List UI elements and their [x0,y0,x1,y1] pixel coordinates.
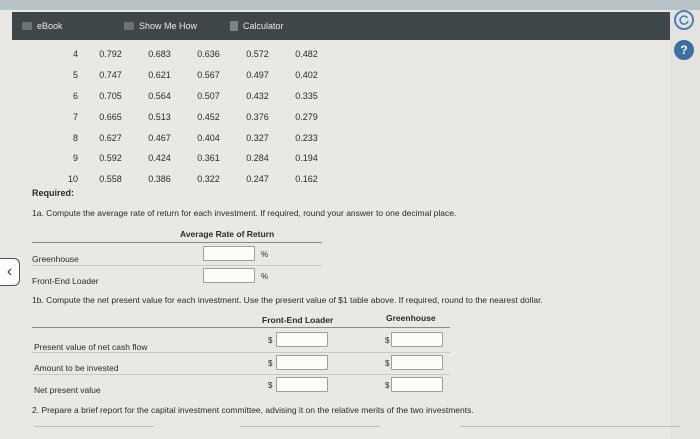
top-strip [0,0,700,10]
calculator-icon [230,21,238,31]
pv-factor-cell: 0.482 [295,49,318,60]
required-label: Required: [32,188,75,198]
period-cell: 6 [72,90,78,101]
loader-npv-input[interactable] [276,377,328,392]
percent-unit: % [261,250,269,259]
period-cell: 5 [72,70,78,81]
pv-factor-cell: 0.404 [197,132,220,143]
npv-row-label: Amount to be invested [34,363,119,373]
pv-factor-cell: 0.558 [99,174,122,185]
calculator-label: Calculator [243,21,284,31]
row-divider [32,352,450,353]
period-cell: 9 [72,153,78,164]
pv-factor-cell: 0.335 [295,90,318,101]
pv-factor-cell: 0.567 [197,70,220,81]
pv-table-row [32,169,331,190]
help-icon[interactable]: ? [674,40,694,60]
pv-factor-cell: 0.705 [99,90,122,101]
video-icon [124,22,134,30]
pv-factor-cell: 0.467 [148,132,171,143]
currency-symbol: $ [268,359,273,368]
pv-table-row [32,148,331,169]
greenhouse-npv-input[interactable] [391,377,443,392]
period-cell: 4 [72,49,78,60]
pv-factor-cell: 0.322 [197,174,220,185]
pv-factor-cell: 0.327 [246,132,269,143]
pv-factor-cell: 0.162 [295,174,318,185]
ebook-label: eBook [37,21,63,31]
npv-row-label: Net present value [34,385,101,395]
report-blank-line [240,426,380,427]
show-me-how-label: Show Me How [139,21,198,31]
pv-factor-cell: 0.507 [197,90,220,101]
pv-factor-cell: 0.402 [295,70,318,81]
pv-factor-cell: 0.747 [99,70,122,81]
report-blank-line [460,426,680,427]
resource-toolbar [12,12,670,40]
pv-factor-cell: 0.233 [295,132,318,143]
pv-factor-cell: 0.376 [246,111,269,122]
pv-factor-cell: 0.572 [246,49,269,60]
percent-unit: % [261,272,269,281]
npv-row-label: Present value of net cash flow [34,342,148,352]
ebook-button[interactable] [22,21,63,31]
pv-factor-cell: 0.592 [99,153,122,164]
pv-factor-cell: 0.513 [148,111,171,122]
right-sidebar [670,10,700,439]
pv-factor-cell: 0.497 [246,70,269,81]
npv-col-header-greenhouse: Greenhouse [386,313,436,323]
currency-symbol: $ [268,381,273,390]
pv-factor-cell: 0.432 [246,90,269,101]
row-divider [32,265,322,266]
book-icon [22,22,32,30]
loader-arr-input[interactable] [203,268,255,283]
greenhouse-amount-invested-input[interactable] [391,355,443,370]
question-1a: 1a. Compute the average rate of return for each investment. If required, round your answer to one decimal place. [32,208,457,218]
pv-factor-cell: 0.452 [197,111,220,122]
present-value-table [32,44,331,190]
currency-symbol: $ [385,359,390,368]
row-divider [32,374,450,375]
question-2: 2. Prepare a brief report for the capital investment committee, advising it on the relative merits of the two investments. [32,405,474,415]
arr-header: Average Rate of Return [180,229,275,239]
pv-factor-cell: 0.621 [148,70,171,81]
pv-factor-cell: 0.564 [148,90,171,101]
question-1b: 1b. Compute the net present value for each investment. Use the present value of $1 table above. If required, round to the nearest dollar. [32,295,543,305]
pv-factor-cell: 0.792 [99,49,122,60]
npv-col-header-loader: Front-End Loader [262,315,334,325]
report-blank-line [34,426,154,427]
period-cell: 8 [72,132,78,143]
pv-factor-cell: 0.636 [197,49,220,60]
show-me-how-button[interactable] [124,21,197,31]
currency-symbol: $ [385,381,390,390]
back-chevron-icon[interactable]: ‹ [0,258,20,286]
pv-factor-cell: 0.279 [295,111,318,122]
pv-factor-cell: 0.424 [148,153,171,164]
arr-row-label: Greenhouse [32,254,79,264]
pv-table-row [32,106,331,127]
pv-table-row [32,44,331,65]
period-cell: 7 [72,111,78,122]
pv-factor-cell: 0.627 [99,132,122,143]
arr-row-label: Front-End Loader [32,276,99,286]
pv-factor-cell: 0.665 [99,111,122,122]
calculator-button[interactable] [230,21,284,31]
pv-factor-cell: 0.386 [148,174,171,185]
pv-factor-cell: 0.361 [197,153,220,164]
greenhouse-arr-input[interactable] [203,246,255,261]
loader-amount-invested-input[interactable] [276,355,328,370]
pv-factor-cell: 0.284 [246,153,269,164]
refresh-icon[interactable] [674,10,694,30]
pv-factor-cell: 0.194 [295,153,318,164]
pv-table-row [32,86,331,107]
pv-table-row [32,65,331,86]
period-cell: 10 [67,174,78,185]
npv-header-rule [32,327,450,328]
pv-factor-cell: 0.683 [148,49,171,60]
currency-symbol: $ [385,336,390,345]
pv-table-row [32,127,331,148]
currency-symbol: $ [268,336,273,345]
loader-pv-cash-flow-input[interactable] [276,332,328,347]
arr-header-rule [32,242,322,243]
greenhouse-pv-cash-flow-input[interactable] [391,332,443,347]
pv-factor-cell: 0.247 [246,174,269,185]
